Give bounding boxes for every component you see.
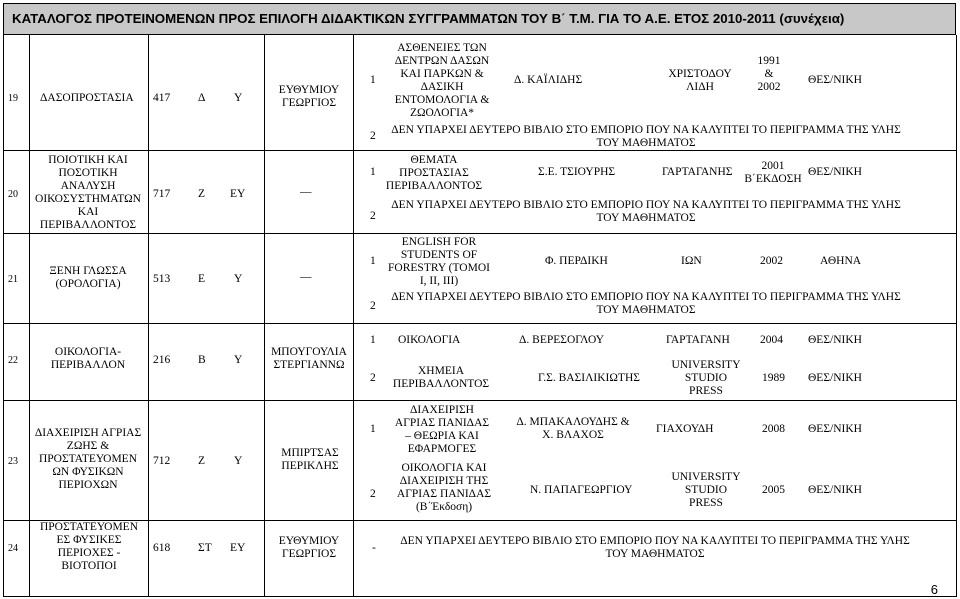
no-second-book-note: ΔΕΝ ΥΠΑΡΧΕΙ ΔΕΥΤΕΡΟ ΒΙΒΛΙΟ ΣΤΟ ΕΜΠΟΡΙΟ ΠΟΥ ΝΑ ΚΑΛΥΠΤΕΙ ΤΟ ΠΕΡΙΓΡΑΜΜΑ ΤΗΣ ΥΛΗΣ ΤΟΥ ΜΑΘΗΜΑΤΟΣ <box>391 124 901 149</box>
course-type: Υ <box>234 92 243 104</box>
book-year: 2001 Β΄ΕΚΔΟΣΗ <box>744 160 802 185</box>
book-year: 2005 <box>762 484 785 496</box>
semester: Δ <box>198 92 206 104</box>
book-city: ΘΕΣ/ΝΙΚΗ <box>808 74 862 86</box>
course-type: Υ <box>234 354 243 366</box>
row-separator <box>3 233 957 234</box>
book-index: - <box>372 542 376 554</box>
book-publisher: ΓΙΑΧΟΥΔΗ <box>656 423 714 435</box>
book-year: 2002 <box>760 255 783 267</box>
book-city: ΘΕΣ/ΝΙΚΗ <box>808 334 862 346</box>
book-publisher: ΙΩΝ <box>681 255 702 267</box>
course-code: 618 <box>153 542 171 554</box>
page-title: ΚΑΤΑΛΟΓΟΣ ΠΡΟΤΕΙΝΟΜΕΝΩΝ ΠΡΟΣ ΕΠΙΛΟΓΗ ΔΙΔΑΚΤΙΚΩΝ ΣΥΓΓΡΑΜΜΑΤΩΝ ΤΟΥ Β΄ Τ.Μ. ΓΙΑ ΤΟ Α.Ε. ΕΤΟΣ 2010-2011 (συνέχεια) <box>3 3 956 35</box>
book-author: Φ. ΠΕΡΔΙΚΗ <box>545 255 608 267</box>
row-separator <box>3 400 957 401</box>
course-name: ΠΡΟΣΤΑΤΕΥΟΜΕΝ ΕΣ ΦΥΣΙΚΕΣ ΠΕΡΙΟΧΕΣ - ΒΙΟΤΟΠΟΙ <box>39 521 139 572</box>
book-year: 2008 <box>762 423 785 435</box>
book-publisher: ΓΑΡΤΑΓΑΝΗ <box>666 334 730 346</box>
grid-line <box>148 35 149 596</box>
book-title: ENGLISH FOR STUDENTS OF FORESTRY (ΤΟΜΟΙ Ι, ΙΙ, ΙΙΙ) <box>388 236 490 287</box>
book-publisher: UNIVERSITY STUDIO PRESS <box>671 471 741 509</box>
teacher: — <box>300 186 312 198</box>
book-year: 2004 <box>760 334 783 346</box>
no-second-book-note: ΔΕΝ ΥΠΑΡΧΕΙ ΔΕΥΤΕΡΟ ΒΙΒΛΙΟ ΣΤΟ ΕΜΠΟΡΙΟ ΠΟΥ ΝΑ ΚΑΛΥΠΤΕΙ ΤΟ ΠΕΡΙΓΡΑΜΜΑ ΤΗΣ ΥΛΗΣ ΤΟΥ ΜΑΘΗΜΑΤΟΣ <box>391 291 901 316</box>
course-code: 717 <box>153 188 171 200</box>
row-number: 21 <box>8 274 18 285</box>
book-author: Δ. ΜΠΑΚΑΛΟΥΔΗΣ & Χ. ΒΛΑΧΟΣ <box>516 416 630 441</box>
semester: Ζ <box>198 455 206 467</box>
grid-line <box>3 35 4 596</box>
book-year: 1991 & 2002 <box>757 55 781 93</box>
book-city: ΘΕΣ/ΝΙΚΗ <box>808 166 862 178</box>
no-second-book-note: ΔΕΝ ΥΠΑΡΧΕΙ ΔΕΥΤΕΡΟ ΒΙΒΛΙΟ ΣΤΟ ΕΜΠΟΡΙΟ ΠΟΥ ΝΑ ΚΑΛΥΠΤΕΙ ΤΟ ΠΕΡΙΓΡΑΜΜΑ ΤΗΣ ΥΛΗΣ ΤΟΥ ΜΑΘΗΜΑΤΟΣ <box>391 199 901 224</box>
book-title: ΟΙΚΟΛΟΓΙΑ <box>398 334 461 346</box>
book-author: Γ.Σ. ΒΑΣΙΛΙΚΙΩΤΗΣ <box>538 372 640 384</box>
course-name: ΠΟΙΟΤΙΚΗ ΚΑΙ ΠΟΣΟΤΙΚΗ ΑΝΑΛΥΣΗ ΟΙΚΟΣΥΣΤΗΜΑΤΩΝ ΚΑΙ ΠΕΡΙΒΑΛΛΟΝΤΟΣ <box>35 154 141 231</box>
row-separator <box>3 323 957 324</box>
book-index: 2 <box>370 300 376 312</box>
course-type: ΕΥ <box>230 188 246 200</box>
book-author: Δ. ΒΕΡΕΣΟΓΛΟΥ <box>519 334 605 346</box>
no-book-note: ΔΕΝ ΥΠΑΡΧΕΙ ΔΕΥΤΕΡΟ ΒΙΒΛΙΟ ΣΤΟ ΕΜΠΟΡΙΟ ΠΟΥ ΝΑ ΚΑΛΥΠΤΕΙ ΤΟ ΠΕΡΙΓΡΑΜΜΑ ΤΗΣ ΥΛΗΣ ΤΟΥ ΜΑΘΗΜΑΤΟΣ <box>400 535 910 560</box>
semester: ΣΤ <box>198 542 212 554</box>
row-number: 19 <box>8 93 18 104</box>
book-index: 2 <box>370 210 376 222</box>
grid-line <box>353 35 354 596</box>
grid-line <box>29 35 30 596</box>
course-code: 417 <box>153 92 171 104</box>
book-index: 2 <box>370 372 376 384</box>
row-separator <box>3 596 957 597</box>
book-author: Δ. ΚΑΪΛΙΔΗΣ <box>514 74 583 86</box>
row-separator <box>3 520 957 521</box>
course-name: ΞΕΝΗ ΓΛΩΣΣΑ (ΟΡΟΛΟΓΙΑ) <box>49 265 127 290</box>
row-separator <box>3 150 957 151</box>
book-index: 1 <box>370 166 376 178</box>
row-number: 24 <box>8 543 18 554</box>
course-code: 216 <box>153 354 171 366</box>
book-title: ΘΕΜΑΤΑ ΠΡΟΣΤΑΣΙΑΣ ΠΕΡΙΒΑΛΛΟΝΤΟΣ <box>385 154 483 192</box>
book-city: ΑΘΗΝΑ <box>820 255 862 267</box>
course-name: ΔΙΑΧΕΙΡΙΣΗ ΑΓΡΙΑΣ ΖΩΗΣ & ΠΡΟΣΤΑΤΕΥΟΜΕΝ ΩΝ ΦΥΣΙΚΩΝ ΠΕΡΙΟΧΩΝ <box>34 427 142 491</box>
page-number: 6 <box>930 582 938 597</box>
book-city: ΘΕΣ/ΝΙΚΗ <box>808 484 862 496</box>
semester: Ε <box>198 273 206 285</box>
teacher: ΜΠΙΡΤΣΑΣ ΠΕΡΙΚΛΗΣ <box>281 447 339 472</box>
book-city: ΘΕΣ/ΝΙΚΗ <box>808 423 862 435</box>
course-name: ΔΑΣΟΠΡΟΣΤΑΣΙΑ <box>40 92 134 104</box>
book-title: ΟΙΚΟΛΟΓΙΑ ΚΑΙ ΔΙΑΧΕΙΡΙΣΗ ΤΗΣ ΑΓΡΙΑΣ ΠΑΝΙΔΑΣ (Β΄Έκδοση) <box>396 462 492 513</box>
book-author: Σ.Ε. ΤΣΙΟΥΡΗΣ <box>538 166 616 178</box>
book-year: 1989 <box>762 372 785 384</box>
book-author: Ν. ΠΑΠΑΓΕΩΡΓΙΟΥ <box>530 484 633 496</box>
teacher: ΕΥΘΥΜΙΟΥ ΓΕΩΡΓΙΟΣ <box>278 535 340 560</box>
book-index: 1 <box>370 423 376 435</box>
book-city: ΘΕΣ/ΝΙΚΗ <box>808 372 862 384</box>
grid-line <box>956 35 957 596</box>
row-number: 23 <box>8 456 18 467</box>
book-index: 1 <box>370 74 376 86</box>
grid-line <box>264 35 265 596</box>
row-number: 20 <box>8 189 18 200</box>
book-index: 1 <box>370 334 376 346</box>
teacher: ΕΥΘΥΜΙΟΥ ΓΕΩΡΓΙΟΣ <box>278 84 340 109</box>
book-publisher: UNIVERSITY STUDIO PRESS <box>671 359 741 397</box>
book-title: ΑΣΘΕΝΕΙΕΣ ΤΩΝ ΔΕΝΤΡΩΝ ΔΑΣΩΝ ΚΑΙ ΠΑΡΚΩΝ & ΔΑΣΙΚΗ ΕΝΤΟΜΟΛΟΓΙΑ & ΖΩΟΛΟΓΙΑ* <box>394 42 490 119</box>
book-index: 2 <box>370 488 376 500</box>
book-index: 1 <box>370 255 376 267</box>
semester: Ζ <box>198 188 206 200</box>
book-title: ΔΙΑΧΕΙΡΙΣΗ ΑΓΡΙΑΣ ΠΑΝΙΔΑΣ – ΘΕΩΡΙΑ ΚΑΙ ΕΦΑΡΜΟΓΕΣ <box>394 404 490 455</box>
course-type: Υ <box>234 455 243 467</box>
course-name: ΟΙΚΟΛΟΓΙΑ-ΠΕΡΙΒΑΛΛΟΝ <box>50 346 126 371</box>
course-type: Υ <box>234 273 243 285</box>
teacher: — <box>300 271 312 283</box>
book-title: ΧΗΜΕΙΑ ΠΕΡΙΒΑΛΛΟΝΤΟΣ <box>392 365 490 390</box>
book-publisher: ΧΡΙΣΤΟΔΟΥ ΛΙΔΗ <box>668 68 732 93</box>
row-number: 22 <box>8 355 18 366</box>
course-code: 712 <box>153 455 171 467</box>
book-index: 2 <box>370 130 376 142</box>
course-type: ΕΥ <box>230 542 246 554</box>
course-code: 513 <box>153 273 171 285</box>
semester: Β <box>198 354 206 366</box>
book-publisher: ΓΑΡΤΑΓΑΝΗΣ <box>662 166 733 178</box>
teacher: ΜΠΟΥΓΟΥΛΙΑ ΣΤΕΡΓΙΑΝΝΩ <box>271 346 347 371</box>
